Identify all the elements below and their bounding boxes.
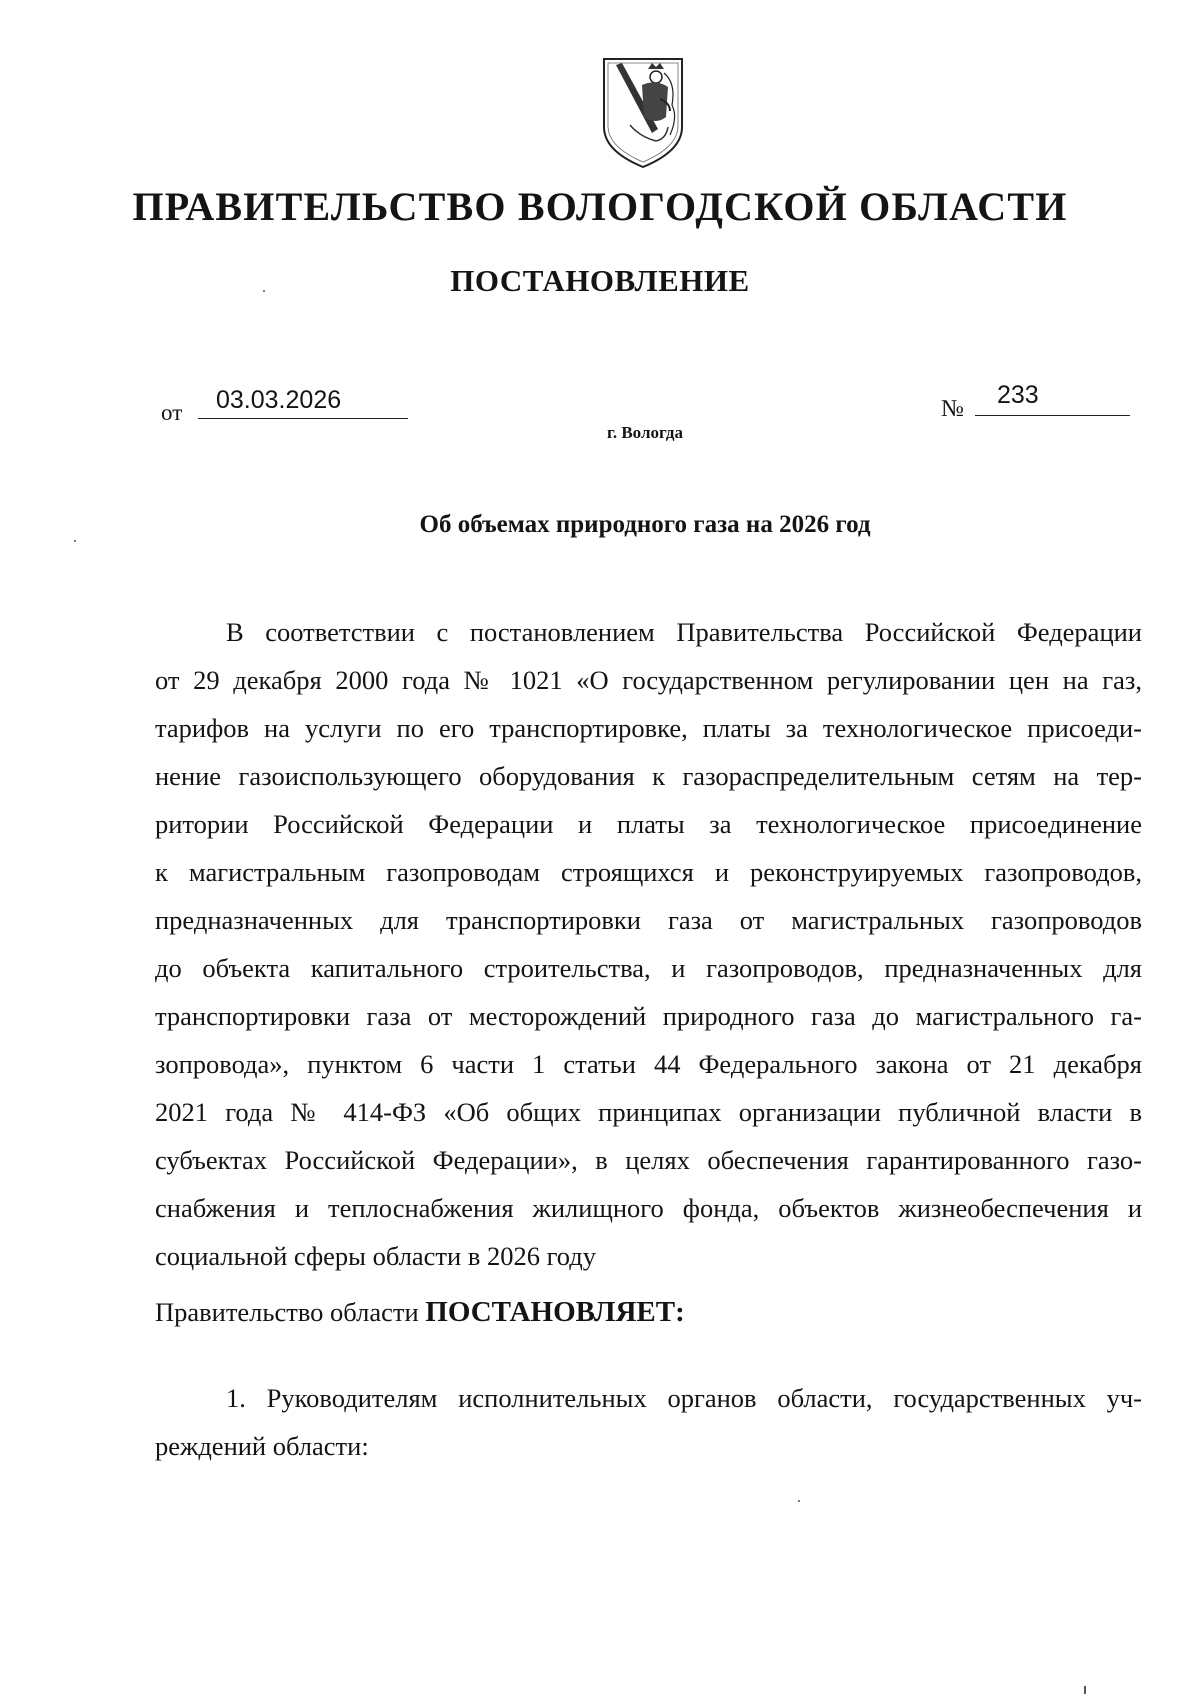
date-field bbox=[198, 386, 408, 419]
resolve-line bbox=[155, 1296, 1142, 1328]
number-field bbox=[975, 381, 1130, 416]
scan-speck bbox=[74, 540, 76, 542]
resolve-text: Правительство области bbox=[155, 1297, 419, 1327]
date-prefix: от bbox=[161, 400, 183, 425]
preamble-line: от 29 декабря 2000 года № 1021 «О государственном регулировании цен на газ, bbox=[155, 665, 1142, 695]
scan-speck bbox=[263, 290, 265, 292]
preamble-line: тарифов на услуги по его транспортировке, платы за технологическое присоеди- bbox=[155, 713, 1142, 743]
number-value: 233 bbox=[997, 381, 1039, 409]
preamble-line: В соответствии с постановлением Правительства Российской Федерации bbox=[226, 617, 1142, 647]
resolve-keyword: ПОСТАНОВЛЯЕТ: bbox=[425, 1296, 685, 1328]
preamble-line: нение газоиспользующего оборудования к газораспределительным сетям на тер- bbox=[155, 761, 1142, 791]
item-line: 1. Руководителям исполнительных органов области, государственных уч- bbox=[226, 1383, 1142, 1413]
item-line: реждений области: bbox=[155, 1431, 369, 1461]
preamble-line: транспортировки газа от месторождений природного газа до магистрального га- bbox=[155, 1001, 1142, 1031]
preamble-line: снабжения и теплоснабжения жилищного фонда, объектов жизнеобеспечения и bbox=[155, 1193, 1142, 1223]
scan-speck bbox=[798, 1500, 800, 1502]
preamble-line: к магистральным газопроводам строящихся и реконструируемых газопроводов, bbox=[155, 857, 1142, 887]
document-type: ПОСТАНОВЛЕНИЕ bbox=[450, 263, 750, 298]
preamble-line: ритории Российской Федерации и платы за технологическое присоединение bbox=[155, 809, 1142, 839]
document-subject: Об объемах природного газа на 2026 год bbox=[419, 511, 871, 538]
organization-title: ПРАВИТЕЛЬСТВО ВОЛОГОДСКОЙ ОБЛАСТИ bbox=[132, 184, 1068, 229]
number-prefix: № bbox=[941, 396, 964, 422]
preamble-line: зопровода», пунктом 6 части 1 статьи 44 Федерального закона от 21 декабря bbox=[155, 1049, 1142, 1079]
city: г. Вологда bbox=[607, 423, 683, 442]
preamble-line: социальной сферы области в 2026 году bbox=[155, 1241, 597, 1271]
preamble-line: субъектах Российской Федерации», в целях обеспечения гарантированного газо- bbox=[155, 1145, 1142, 1175]
scan-speck bbox=[1084, 1686, 1086, 1694]
preamble-line: 2021 года № 414-ФЗ «Об общих принципах организации публичной власти в bbox=[155, 1097, 1142, 1127]
coat-of-arms-emblem bbox=[600, 55, 686, 170]
preamble-line: до объекта капитального строительства, и газопроводов, предназначенных для bbox=[155, 953, 1142, 983]
date-value: 03.03.2026 bbox=[216, 386, 342, 414]
preamble-line: предназначенных для транспортировки газа от магистральных газопроводов bbox=[155, 905, 1142, 935]
